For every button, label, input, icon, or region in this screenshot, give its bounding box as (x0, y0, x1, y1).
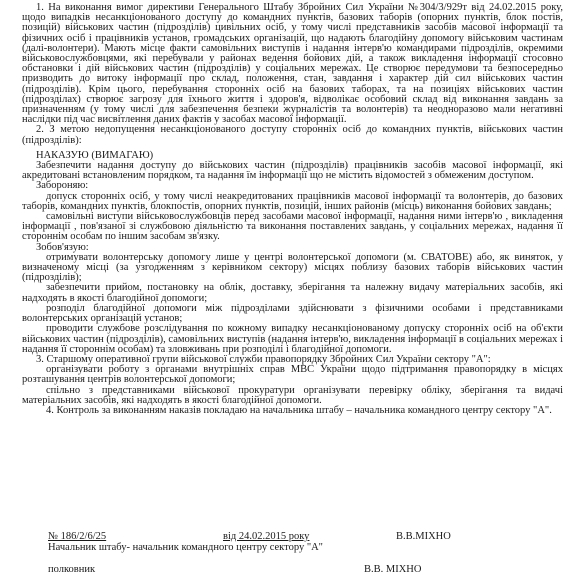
forbid-item-admission: допуск сторонніх осіб, у тому числі неакредитованих працівників масової інформації та волонтерів, до базових таборів, командних пунктів, блокпостів, опорних пунктів, позицій, інших районів (місць) виконання бойових завдань; (22, 190, 563, 212)
order-date: від 24.02.2015 року (223, 531, 310, 542)
forbid-item-speeches: самовільні виступи військовослужбовців перед засобами масової інформації, надання ними інтерв'ю , викладення інформації , пов'язаної зі службовою діяльністю та виконання поставлених завдань, у соціальних мережах, надання її стороннім особам по іншим засобам зв'язку. (22, 211, 563, 243)
oblige-item-receive-aid: отримувати волонтерську допомогу лише у центрі волонтерської допомоги (м. СВАТОВЕ) або, як виняток, у визначеному місці (за узгодженням з керівником сектору) місцях поблизу базових таборів військових частин (підрозділів); (22, 251, 563, 284)
paragraph-provide-access: Забезпечити надання доступу до військових частин (підрозділів) працівників засобів масової інформації, які акредитовані встановленим порядком, та надання їм інформації що не містить відомостей з обмеженим доступом. (22, 160, 563, 182)
signer-rank: полковник (48, 564, 96, 575)
oblige-heading: Зобов'язую: (36, 241, 89, 253)
police-item-cooperation: організувати роботу з органами внутрішніх справ МВС України щодо підтримання правопорядку в місцях розташування центрів волонтерської допомоги; (22, 364, 563, 386)
signer-position: Начальник штабу- начальник командного центру сектору "А" (48, 542, 323, 553)
paragraph-directive: 1. На виконання вимог директиви Генерального Штабу Збройних Сил України №304/3/929т від 24.02.2015 року, щодо випадків несанкціонованого доступу до командних пунктів, базових таборів (опорних пунктів, блок постів, позицій) військових частин (підрозділів) цивільних осіб, у тому числі представників засобів масової інформації та фізичних осіб і працівників установ, громадських організацій, що надають благодійну допомогу військовим частинам (далі-волонтери). Мають місце факти самовільних виступів і надання інтерв'ю командирами підрозділів, окремими військовослужбовцями, які перебували у районах ведення бойових дій, а також викладення інформації стосовно обстановки і дій військових частин (підрозділів) у соціальних мережах. Це створює передумови та безпосередньо призводить до витоку інформації про склад, положення, стан, завдання і характер дій сил військових частин (підрозділів). Крім цього, перебування сторонніх осіб на базових таборах, та на позиціях військових частин (підрозділах) створює загрозу для їхнього життя і здоров'я, відволікає особовий склад від виконання завдань за призначенням (у тому числі для забезпечення безпеки журналістів та волонтерів) та неодноразово мали негативні наслідки під час висвітлення даних фактів у засобах масової інформації. (22, 2, 563, 126)
police-item-inspection: спільно з представниками військової прокуратури організувати перевірку обліку, зберігання та видачі матеріальних засобів, які надходять в якості благодійної допомоги. (22, 384, 563, 406)
order-heading: НАКАЗУЮ (ВИМАГАЮ) (36, 149, 154, 161)
signer-name-top: В.В.МІХНО (396, 531, 451, 542)
oblige-item-distribution: розподіл благодійної допомоги між підрозділами здійснювати з фізичними особами і представниками волонтерських організацій установ; (22, 302, 563, 325)
paragraph-control: 4. Контроль за виконанням наказів покладаю на начальника штабу – начальника командного центру сектору "А". (46, 404, 552, 416)
signer-name-bottom: В.В. МІХНО (364, 564, 422, 575)
paragraph-military-police: 3. Старшому оперативної групи військової служби правопорядку Збройних Сил України сектору "А": (36, 353, 491, 365)
signature-block (48, 532, 545, 576)
order-number: № 186/2/6/25 (48, 531, 107, 542)
oblige-item-investigation: проводити службове розслідування по кожному випадку несанкціонованому допуску сторонніх осіб на об'єкти військових частин (підрозділів), самовільних виступів (надання інтерв'ю, викладення інформації в соціальних мережах і надання її стороннім особам) та зловживань при розподілі і благодійної допомоги. (22, 323, 563, 355)
oblige-item-accounting: забезпечити прийом, постановку на облік, доставку, зберігання та належну видачу матеріальних засобів, які надходять в якості благодійної допомоги; (22, 282, 563, 304)
forbid-heading: Забороняю: (36, 180, 89, 192)
paragraph-purpose: 2. З метою недопущення несанкціонованого доступу сторонніх осіб до командних пунктів, військових частин (підрозділів): (22, 124, 563, 146)
